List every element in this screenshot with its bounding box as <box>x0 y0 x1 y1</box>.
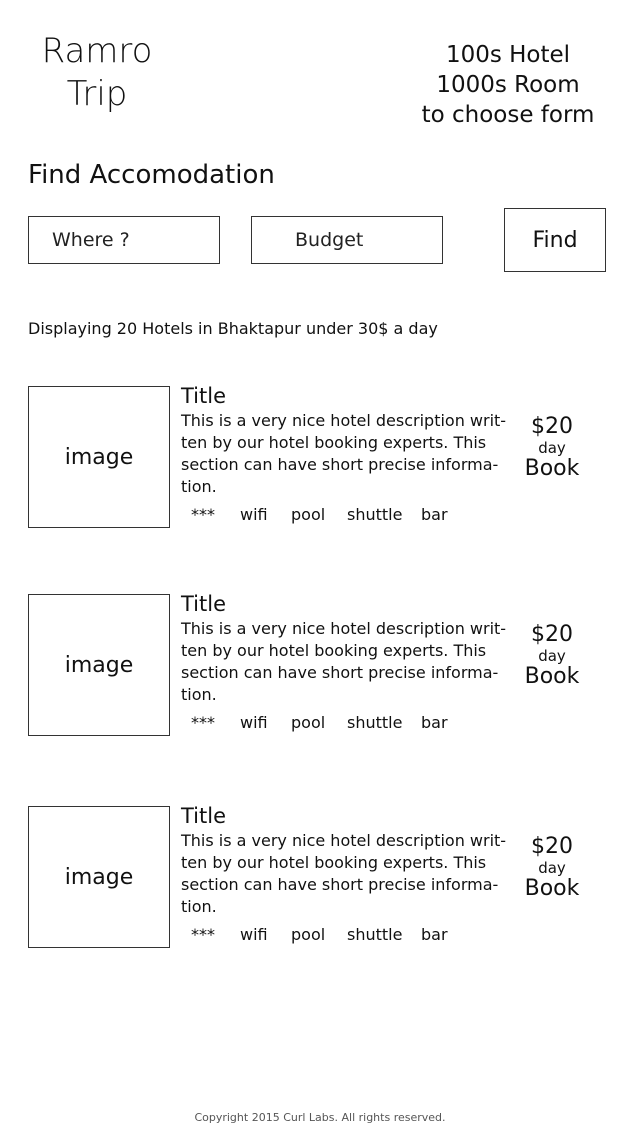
hotel-image[interactable] <box>28 386 170 528</box>
amenity-wifi: wifi <box>240 505 268 524</box>
tagline-line-1: 100s Hotel <box>445 42 571 68</box>
budget-input[interactable] <box>251 216 443 264</box>
hotel-card <box>0 386 640 536</box>
image-placeholder-label: image <box>64 652 134 678</box>
find-button[interactable]: Find <box>504 208 606 272</box>
hotel-image[interactable] <box>28 806 170 948</box>
find-accommodation-heading: Find Accomodation <box>28 160 275 190</box>
book-button[interactable]: Book <box>524 664 580 689</box>
price: $20 <box>531 622 573 647</box>
tagline-line-3: to choose form <box>421 102 595 128</box>
results-summary: Displaying 20 Hotels in Bhaktapur under 30$ a day <box>28 319 438 338</box>
book-button[interactable]: Book <box>524 876 580 901</box>
price-unit: day <box>538 647 566 665</box>
amenity-stars: *** <box>191 925 215 944</box>
price-unit: day <box>538 439 566 457</box>
price-block <box>516 622 588 690</box>
logo-line-1: Ramro <box>41 31 153 71</box>
tagline <box>410 40 606 130</box>
image-placeholder-label: image <box>64 864 134 890</box>
amenity-shuttle: shuttle <box>347 925 403 944</box>
amenity-bar: bar <box>421 925 448 944</box>
price-block <box>516 414 588 482</box>
price-unit: day <box>538 859 566 877</box>
amenity-stars: *** <box>191 505 215 524</box>
hotel-card <box>0 594 640 744</box>
image-placeholder-label: image <box>64 444 134 470</box>
amenity-pool: pool <box>291 925 326 944</box>
hotel-title[interactable]: Title <box>181 804 227 828</box>
logo-line-2: Trip <box>66 74 128 114</box>
book-button[interactable]: Book <box>524 456 580 481</box>
amenity-stars: *** <box>191 713 215 732</box>
tagline-line-2: 1000s Room <box>436 72 580 98</box>
hotel-title[interactable]: Title <box>181 384 227 408</box>
hotel-description: This is a very nice hotel description writ-ten by our hotel booking experts. This section can have short precise informa-tion. <box>181 411 507 496</box>
amenity-bar: bar <box>421 505 448 524</box>
hotel-description: This is a very nice hotel description writ-ten by our hotel booking experts. This section can have short precise informa-tion. <box>181 619 507 704</box>
price: $20 <box>531 414 573 439</box>
amenity-pool: pool <box>291 713 326 732</box>
hotel-title[interactable]: Title <box>181 592 227 616</box>
hotel-card <box>0 806 640 956</box>
hotel-description: This is a very nice hotel description writ-ten by our hotel booking experts. This section can have short precise informa-tion. <box>181 831 507 916</box>
amenity-bar: bar <box>421 713 448 732</box>
copyright-footer: Copyright 2015 Curl Labs. All rights reserved. <box>194 1111 446 1124</box>
price: $20 <box>531 834 573 859</box>
amenity-pool: pool <box>291 505 326 524</box>
amenity-wifi: wifi <box>240 925 268 944</box>
amenity-wifi: wifi <box>240 713 268 732</box>
where-input[interactable] <box>28 216 220 264</box>
price-block <box>516 834 588 902</box>
hotel-image[interactable] <box>28 594 170 736</box>
logo[interactable] <box>30 30 164 116</box>
amenity-shuttle: shuttle <box>347 713 403 732</box>
amenity-shuttle: shuttle <box>347 505 403 524</box>
